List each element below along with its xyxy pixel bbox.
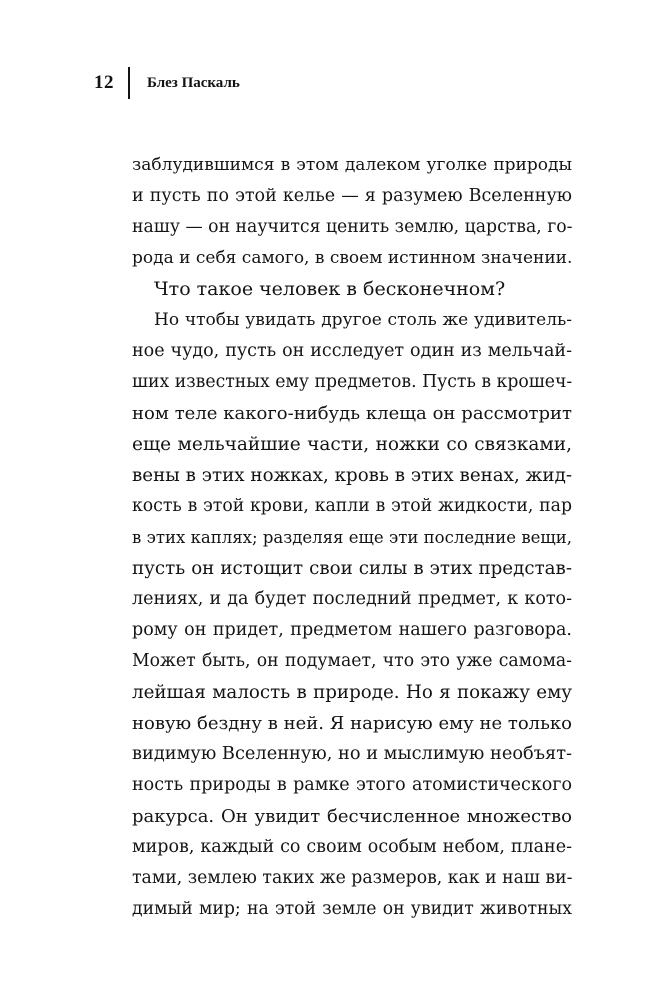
text-line: ное чудо, пусть он исследует один из мельчай- bbox=[132, 341, 572, 361]
text-line: пусть он истощит свои силы в этих представ- bbox=[132, 558, 572, 579]
body-text bbox=[132, 150, 572, 925]
text-line: ших известных ему предметов. Пусть в крошеч- bbox=[132, 372, 573, 392]
text-line: Что такое человек в бесконечном? bbox=[154, 278, 506, 300]
text-line: новую бездну в ней. Я нарисую ему не только bbox=[132, 713, 572, 734]
text-line: тами, землею таких же размеров, как и наш ви- bbox=[132, 868, 573, 888]
text-line: ном теле какого-нибудь клеща он рассмотрит bbox=[132, 403, 572, 424]
header-divider bbox=[128, 67, 130, 99]
text-line: ракурса. Он увидит бесчисленное множество bbox=[132, 806, 572, 827]
text-line: еще мельчайшие части, ножки со связками, bbox=[132, 434, 572, 455]
text-line: рода и себя самого, в своем истинном значении. bbox=[132, 248, 573, 268]
text-line: лейшая малость в природе. Но я покажу ему bbox=[132, 682, 572, 703]
text-line: кость в этой крови, капли в этой жидкости, пар bbox=[132, 496, 572, 516]
text-line: димый мир; на этой земле он увидит животных bbox=[132, 899, 572, 919]
text-line: лениях, и да будет последний предмет, к кото- bbox=[132, 589, 572, 609]
text-line: Но чтобы увидать другое столь же удивитель- bbox=[154, 310, 572, 330]
text-line: рому он придет, предметом нашего разговора. bbox=[132, 620, 572, 640]
book-title: Блез Паскаль bbox=[147, 74, 240, 91]
running-head bbox=[94, 66, 240, 100]
text-line: в этих каплях; разделяя еще эти последние вещи, bbox=[132, 528, 572, 547]
text-line: и пусть по этой келье — я разумею Вселенную bbox=[132, 186, 572, 206]
text-line: нашу — он научится ценить землю, царства, го- bbox=[132, 217, 573, 237]
text-line: ность природы в рамке этого атомистического bbox=[132, 775, 572, 795]
text-line: миров, каждый со своим особым небом, плане- bbox=[132, 837, 572, 857]
text-line: Может быть, он подумает, что это уже самома- bbox=[132, 651, 572, 671]
text-line: вены в этих ножках, кровь в этих венах, жид- bbox=[132, 465, 572, 486]
text-line: заблудившимся в этом далеком уголке природы bbox=[132, 155, 572, 175]
page-number: 12 bbox=[94, 72, 114, 93]
text-line: видимую Вселенную, но и мыслимую необъят- bbox=[132, 744, 573, 764]
